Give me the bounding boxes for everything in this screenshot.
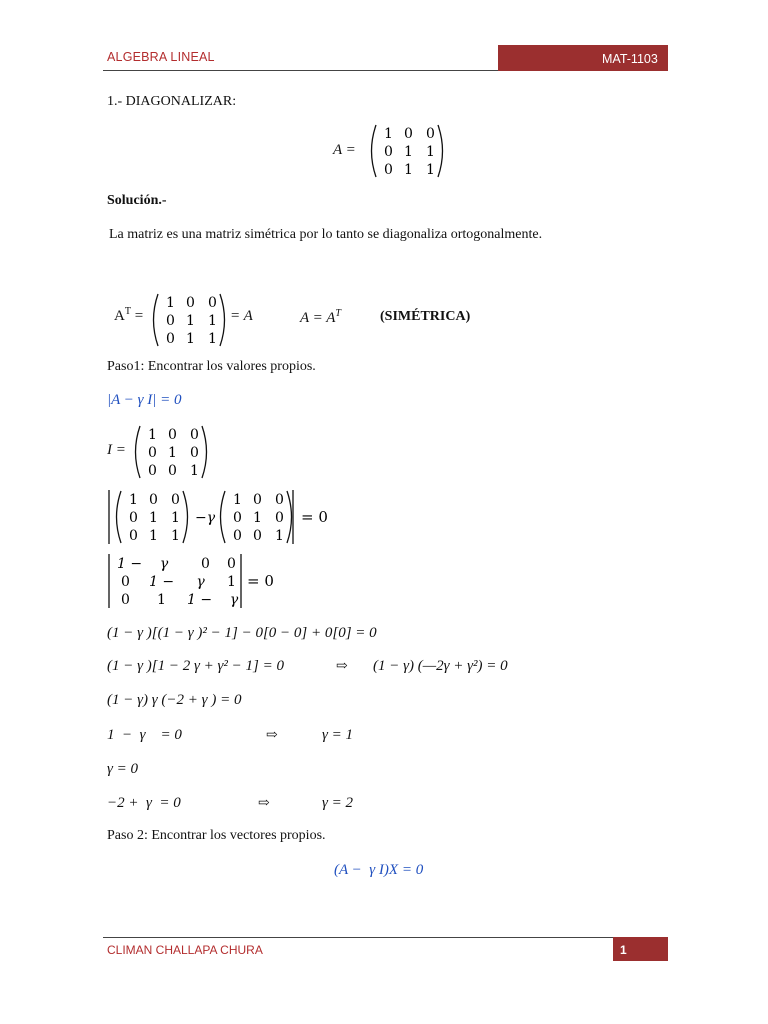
statement-text: La matriz es una matriz simétrica por lo tanto se diagonaliza ortogonalmente.	[109, 227, 543, 242]
det-a-cell: 1	[171, 528, 180, 544]
transpose-label: $A^T$ =	[114, 306, 144, 324]
matrix-a-cell: 1	[426, 162, 435, 178]
page-number: 1	[620, 943, 627, 957]
root1-value: γ = 1	[322, 727, 354, 743]
matrix-at-cell: 1	[186, 313, 195, 329]
det-a-cell: 0	[129, 510, 138, 526]
det-cell: 0	[201, 556, 210, 572]
matrix-a-cell: 1	[384, 126, 393, 142]
left-paren	[117, 491, 122, 543]
det-a-cell: 1	[149, 528, 158, 544]
root1-equation: 1 − γ = 0	[107, 727, 182, 743]
det-cell: 1 − γ	[187, 592, 239, 608]
left-paren	[221, 491, 226, 543]
matrix-at-cell: 1	[208, 313, 217, 329]
expansion-line-1: (1 − γ )[(1 − γ )² − 1] − 0[0 − 0] + 0[0] = 0	[107, 625, 377, 641]
identity-cell: 1	[190, 463, 199, 479]
det-a-cell: 0	[129, 528, 138, 544]
symmetric-equation: $A = A^T$	[300, 308, 341, 326]
matrix-at-cell: 1	[186, 331, 195, 347]
matrix-a	[366, 122, 448, 180]
arrow-icon: ⇨	[336, 659, 348, 674]
matrix-a-transpose	[148, 291, 230, 349]
det2-eq-zero: = 0	[247, 572, 274, 590]
symmetric-note: (SIMÉTRICA)	[380, 309, 471, 324]
transpose-result: = A	[230, 308, 253, 324]
eigenvector-equation: (A − γ I)X = 0	[334, 862, 424, 878]
det-i-cell: 0	[233, 510, 242, 526]
arrow-icon: ⇨	[266, 728, 278, 743]
identity-cell: 0	[148, 445, 157, 461]
det-cell: 0	[121, 574, 130, 590]
matrix-at-cell: 1	[208, 331, 217, 347]
det-cell: 1	[227, 574, 236, 590]
det-a-cell: 1	[149, 510, 158, 526]
identity-cell: 1	[168, 445, 177, 461]
matrix-a-cell: 0	[384, 162, 393, 178]
expansion-line-2b: (1 − γ) (—2γ + γ²) = 0	[373, 658, 508, 674]
footer-rule	[103, 937, 613, 938]
minus-gamma: −γ	[195, 510, 216, 526]
det-eq-zero: = 0	[301, 508, 328, 526]
left-paren	[154, 294, 159, 346]
solution-heading: Solución.-	[107, 193, 167, 208]
det-cell: 1	[157, 592, 166, 608]
right-paren	[438, 125, 443, 177]
det-i-cell: 1	[253, 510, 262, 526]
step2-heading: Paso 2: Encontrar los vectores propios.	[107, 828, 326, 843]
det-cell: 1 − γ	[149, 574, 205, 590]
characteristic-equation: |A − γ I| = 0	[107, 392, 182, 408]
identity-cell: 0	[168, 463, 177, 479]
left-paren	[136, 426, 141, 478]
det-a-cell: 1	[129, 492, 138, 508]
det-cell: 1 − γ	[117, 556, 169, 572]
matrix-a-cell: 0	[404, 126, 413, 142]
determinant-expression	[103, 488, 333, 546]
matrix-a-cell: 1	[404, 162, 413, 178]
matrix-a-label: A =	[333, 142, 356, 158]
determinant-matrix	[103, 552, 283, 610]
identity-cell: 1	[148, 427, 157, 443]
det-i-cell: 0	[253, 528, 262, 544]
matrix-a-cell: 0	[426, 126, 435, 142]
det-i-cell: 1	[233, 492, 242, 508]
step1-heading: Paso1: Encontrar los valores propios.	[107, 359, 316, 374]
arrow-icon: ⇨	[258, 796, 270, 811]
det-a-cell: 0	[171, 492, 180, 508]
root3-value: γ = 2	[322, 795, 354, 811]
det-i-cell: 0	[275, 510, 284, 526]
identity-cell: 0	[190, 445, 199, 461]
matrix-a-cell: 1	[404, 144, 413, 160]
header-title: ALGEBRA LINEAL	[107, 50, 215, 64]
identity-cell: 0	[148, 463, 157, 479]
header-rule	[103, 70, 498, 71]
footer-author: CLIMAN CHALLAPA CHURA	[107, 943, 263, 957]
det-i-cell: 1	[275, 528, 284, 544]
det-i-cell: 0	[253, 492, 262, 508]
identity-cell: 0	[168, 427, 177, 443]
root2-value: γ = 0	[107, 761, 139, 777]
det-cell: 0	[121, 592, 130, 608]
right-paren	[220, 294, 225, 346]
problem-title: 1.- DIAGONALIZAR:	[107, 94, 237, 109]
header-course-code: MAT-1103	[602, 52, 658, 66]
root3-equation: −2 + γ = 0	[107, 795, 181, 811]
identity-matrix	[130, 423, 212, 481]
det-a-cell: 0	[149, 492, 158, 508]
right-paren	[183, 491, 188, 543]
matrix-a-cell: 1	[426, 144, 435, 160]
identity-cell: 0	[190, 427, 199, 443]
det-i-cell: 0	[275, 492, 284, 508]
matrix-at-cell: 0	[166, 313, 175, 329]
matrix-at-cell: 0	[208, 295, 217, 311]
expansion-line-2a: (1 − γ )[1 − 2 γ + γ² − 1] = 0	[107, 658, 285, 674]
det-a-cell: 1	[171, 510, 180, 526]
identity-label: I =	[107, 442, 126, 458]
right-paren	[287, 491, 292, 543]
matrix-at-cell: 0	[166, 331, 175, 347]
right-paren	[202, 426, 207, 478]
det-i-cell: 0	[233, 528, 242, 544]
matrix-at-cell: 0	[186, 295, 195, 311]
matrix-a-cell: 0	[384, 144, 393, 160]
matrix-at-cell: 1	[166, 295, 175, 311]
left-paren	[372, 125, 377, 177]
factored-equation: (1 − γ) γ (−2 + γ ) = 0	[107, 692, 242, 708]
det-cell: 0	[227, 556, 236, 572]
